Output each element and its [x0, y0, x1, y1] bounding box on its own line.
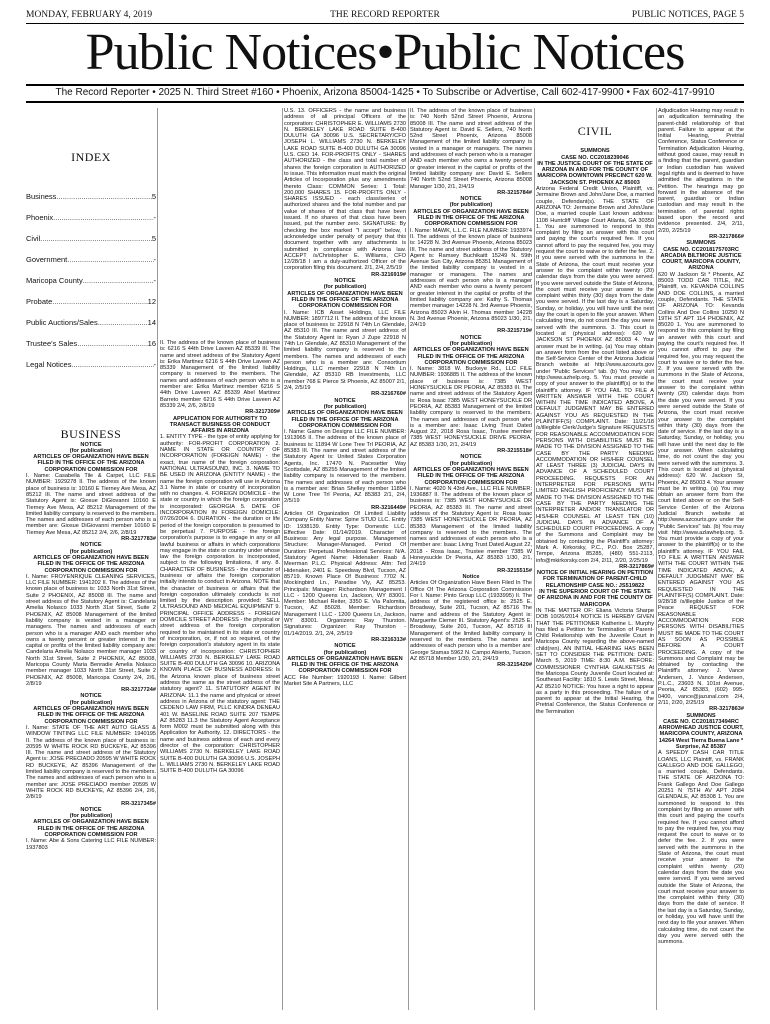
paper-name: THE RECORD REPORTER: [330, 10, 440, 20]
notice-reference: RR-3215784#: [497, 189, 532, 196]
notice-body: II. The address of the known place of business is: 740 North 52nd Street Phoenix, Arizona 85008 III. The name and street address of the Statutory Agent is: David E. Sellers, 740 North 52nd Street Phoenix, Arizona 85008 Management of the limited liability company is vested in a manager or managers. The names and addresses of each person who is a manager AND each member who owns a twenty percent or greater interest in the capital or profits of the limited liability company are: David E. Sellers 740 North 52nd Street Phoenix, Arizona 85008 Manager 1/30, 2/1, 2/4/19: [410, 108, 532, 190]
notice-heading: ARTICLES OF ORGANIZATION HAVE BEEN FILED IN THE OFFICE OF THE ARIZONA CORPORATION COMMISSION FOR: [287, 655, 403, 675]
notice-body: I. Name: ICB Asset Holdings, LLC FILE NUMBER: 1897712 II. The address of the known place of business is: 22918 N 74th Ln Glendale, AZ 85310 III. The name and street address of the Statutory Agent is: Ryan J Zupe 22918 N 74th Ln Glendale, AZ 85310 Management of the limited liability company is reserved to the members. The names and addresses of each person who is a member are: Consortium Holdings, LLC member 22918 N 74th Ln Glendale, AZ 85310 RB Investments, LLC member 768 E Pierce St Phoenix, AZ 85007 2/1, 2/4, 2/5/19: [284, 309, 406, 392]
index-item-name: Business: [26, 192, 57, 202]
index-leader-dots: [83, 270, 154, 291]
column-3: [284, 108, 406, 1010]
index-item-page: -: [153, 213, 156, 223]
notices-column-4: [410, 108, 532, 668]
notice-body: I. Name: 4020 N 43rd Ave., LLC FILE NUMBER: 1936887 II. The address of the known place of business is: 7385 WEST HONEYSUCKLE DR PEORIA, AZ 85383 III. The name and street address of the Statutory Agent is: Rosa Isaac 7385 WEST HONEYSUCKLE DR PEORIA, AZ 85383 Management of the limited liability company is reserved to the members. The names and addresses of each person who is a member are: Isaac Living Trust Dated August 22, 2018 - Rosa Isaac, Trustee member 7385 W Honeysuckle Dr Peoria, AZ 85383 1/30, 2/1, 2/4/19: [410, 485, 532, 568]
index-item-page: -: [153, 276, 156, 286]
index-item-page: 5: [151, 234, 156, 244]
notice-heading: (for publication): [449, 460, 493, 467]
notice-heading: IN THE SUPERIOR COURT OF THE STATE OF ARIZONA IN AND FOR THE COUNTY OF MARICOPA: [537, 589, 653, 608]
notice-heading: NOTICE: [334, 643, 356, 650]
column-divider: [157, 108, 158, 1010]
notice-reference: RR-3215420#: [497, 662, 532, 669]
index-item-page: 16: [147, 339, 156, 349]
index-box: [26, 150, 156, 375]
notice-reference: RR-3216919#: [371, 271, 406, 278]
index-item: [26, 249, 156, 270]
notice-body: Arizona Federal Credit Union, Plaintiff, vs. Jermaine Brown and John/Jane Doe, a married couple, Defendant(s). THE STATE OF ARIZONA TO: Jermaine Brown and John/Jane Doe, a married couple Last known address: 1108 Huntcliff Village Court Atlanta, GA 30350 1. You are summoned to respond to this complaint by filing an answer with this court and paying the court's required fee. If you cannot afford to pay the required fee, you may request the court to waive or to defer the fee. 2. If you were served with the summons in the State of Arizona, the court must receive your answer to the complaint within twenty (20) calendar days from the date you were served. If you were served outside the State of Arizona, the court must receive your answer to the complaint within thirty (30) days from the date you were served. If the last day is a Saturday, Sunday, or holiday, you will have until the next day the court is open to file your answer. When calculating time, do not count the day you were served with the summons. 3. This court is located at (physical address): 620 W JACKSON ST PHOENIX AZ 85003 4. Your answer must be in writing. (a) You may obtain an answer form from the court listed above or the Self-Service Center of the Arizona Judicial Branch website at http://www.azcourts.gov under "Public Services" tab. (b) You may visit http://www.azhelp.org. 5. You must provide a copy of your answer to the plaintiff(s) or to the plaintiff's attorney. IF YOU FAIL TO FILE A WRITTEN ANSWER WITH THE COURT WITHIN THE TIME INDICATED ABOVE, A DEFAULT JUDGMENT MAY BE ENTERED AGAINST YOU AS REQUESTED IN THE PLAINTIFF(S) COMPLAINT. Date: 11/21/18 /s/illegible Clerk/Judge's Signature REQUESTS FOR REASONABLE ACCOMMODATION FOR PERSONS WITH DISABILITIES MUST BE MADE TO THE DIVISION ASSIGNED TO THE CASE BY THE PARTY NEEDING ACCOMMODATION OR HIS/HER COUNSEL AT LEAST THREE (3) JUDICIAL DAYS IN ADVANCE OF A SCHEDULED COURT PROCEEDING. REQUESTS FOR AN INTERPRETER FOR PERSONS WITH LIMITED ENGLISH PROFICIENCY MUST BE MADE TO THE DIVISION ASSIGNED TO THE CASE BY THE PARTY NEEDING THE INTERPRETER AND/OR TRANSLATOR OR HIS/HER COUNSEL AT LEAST TEN (10) JUDICIAL DAYS IN ADVANCE OF A SCHEDULED COURT PROCEEDING. A copy of the Summons and Complaint may be obtained by contacting the Plaintiff's attorney: Mark A. Kirkorsky, P.C., P.O. Box 25287, Tempe, Arizona 85285, (480) 551-2113, info@mkirkorsky.com 2/4, 2/11, 2/20, 2/25/19: [536, 186, 654, 564]
index-item-name: Maricopa County: [26, 276, 83, 286]
notice-body: I. Name: Game on Designs LLC FILE NUMBER: 1913965 II. The address of the known place of business is: 11894 W Lone Tree Trl PEORIA, AZ 85383 III. The name and street address of the Statutory Agent is: United States Corporation Agents, Inc. 17470 N. Pacesetter Way Scottsdale, AZ 85255 Management of the limited liability company is reserved to the members. The names and addresses of each person who is a member are: Brian Shelley member 11894 W Lone Tree Trl Peoria, AZ 85383 2/1, 2/4, 2/5/19: [284, 429, 406, 505]
index-leader-dots: [98, 312, 148, 333]
index-item-name: Civil: [26, 234, 41, 244]
column-1: [26, 108, 156, 1010]
notice-reference: RR-3217309#: [245, 409, 280, 416]
index-list: [26, 186, 156, 375]
index-item-name: Phoenix: [26, 213, 54, 223]
notice-body: II. The address of the known place of business is: 6216 S 44th Drive Laveen AZ 85339 III. The name and street address of the Statutory Agent is: Erika Martinez 6216 S 44th Drive Laveen AZ 85339 Management of the limited liability company is reserved to the members. The names and addresses of each person who is a member are: Erika Martinez member 6216 S 44th Drive Laveen AZ 85339 Abel Martinez Barreto member 6216 S 44th Drive Laveen AZ 85339 2/4, 2/6, 2/8/19: [160, 340, 280, 409]
index-leader-dots: [53, 207, 153, 228]
notice-heading: ARTICLES OF ORGANIZATION HAVE BEEN FILED IN THE OFFICE OF THE ARIZONA CORPORATION COMMISSION FOR: [287, 290, 403, 310]
index-leader-dots: [77, 333, 147, 354]
index-item: [26, 186, 156, 207]
notice-reference: RR-3215515#: [497, 567, 532, 574]
index-item: [26, 312, 156, 333]
index-item: [26, 354, 156, 375]
index-leader-dots: [52, 291, 147, 312]
notice-body: Articles Of Organization Of Limited Liability Company Entity Name: Spine STUD LLC. Entity ID: 1938139. Entity Type: Domestic LLC. Effective Date: 01/14/2019. Character of Business: Any legal purpose. Management Structure: Manager-Managed. Period Of Duration: Perpetual. Professional Services: N/A. Statutory Agent Name: Hidenaker Raab & Meerman P.L.C. Physical Address: Attn: Ted Hidenaker, 2401 E. Speedway Blvd, Tucson, AZ 85719. Known Place Of Business: 7702 N. Mockingbird Ln., Paradise Vly, AZ 85253. Principals: Manager: Richardson Management I LLC - 1200 Queens Ln, Jackson, WY 83001. Member: Michael Reiter, 3350 E. Via Palomita, Tucson, AZ 85028. Member: Richardson Management I LLC - 1200 Queens Ln, Jackson, WY 83001. Organizers: Ray Thurston. Signatures: Organizer: Ray Thurston - 01/14/2019. 2/1, 2/4, 2/5/19: [284, 511, 406, 637]
column-6: [658, 108, 744, 1010]
notice-heading: (for publication): [323, 403, 367, 410]
notice-heading: CASE NO. CC2018175703RC: [663, 246, 739, 253]
index-item: [26, 333, 156, 354]
notices-column-6: [658, 108, 744, 945]
notice-reference: RR-3217869#: [619, 563, 654, 570]
notice-heading: NOTICE: [460, 196, 482, 203]
index-heading: INDEX: [71, 150, 111, 164]
notice-heading: (for publication): [323, 649, 367, 656]
column-2: [160, 108, 280, 1010]
notice-heading: ARTICLES OF ORGANIZATION HAVE BEEN FILED IN THE OFFICE OF THE ARIZONA CORPORATION COMMISSION FOR: [33, 554, 149, 574]
notice-body: IN THE MATTER OF: Eliana Victoria Sharpe DOB 10/26/2014 NOTICE IS HEREBY GIVEN THAT THE PETITIONER Katherine L. Murphy has filed a Petition for Termination of Parent-Child Relationship with the Juvenile Court in Maricopa County regarding the above-named child(ren). AN INITIAL HEARING HAS BEEN SET TO CONSIDER THE PETITION: DATE: March 5, 2019 TIME: 8:30 A.M. BEFORE: COMMISSIONER CYNTHIA GIALKETSIS At the Maricopa County Juvenile Court located at: Southeast Facility: 1810 S. Lewis Street, Mesa, AZ 85210 NOTICE: You have a right to appear as a party in this proceeding. The failure of a parent to appear at the Initial Hearing, the Pretrial Conference, the Status Conference or the Termination: [536, 607, 654, 715]
notice-reference: RR-3215518#: [497, 448, 532, 455]
notice-reference: RR-3216449#: [371, 504, 406, 511]
column-5: [536, 108, 654, 1010]
notice-body: Adjudication Hearing may result in an adjudication terminating the parent-child relationship of that parent. Failure to appear at the Initial Hearing, Pretrial Conference, Status Conference or Termination Adjudication Hearing, without good cause, may result in a finding that the parent, guardian or Indian custodian has waived legal rights and is deemed to have admitted the allegations in the Petition. The hearings may go forward in the absence of the parent, guardian or Indian custodian and may result in the termination of parental rights based upon the record and evidence presented. 2/4, 2/11, 2/20, 2/25/19: [658, 108, 744, 234]
column-4: [410, 108, 532, 1010]
masthead-subtitle: The Record Reporter • 2025 N. Third Street #160 • Phoenix, Arizona 85004-1425 • To Subscribe or Advertise, Call 602-417-9900 • Fax 602-417-9910: [55, 87, 715, 98]
index-item-page: -: [153, 255, 156, 265]
index-item-page: 12: [147, 297, 156, 307]
notice-body: U.S. 13. OFFICERS - the name and business address of all principal Officers of the corporation: CHRISTOPHER E. WILLIAMS 2730 N. BERKELEY LAKE ROAD SUITE B-400 DULUTH GA 30096 U.S. SECRETARY/CFO JOSEPH L. WILLIAMS 2730 N. BERKELEY LAKE ROAD SUITE B-400 DULUTH GA 30096 U.S. CEO 14. FOR-PROFITS ONLY - SHARES AUTHORIZED - the class and total number of shares the foreign corporation is AUTHORIZED to issue. This information must match the original Articles of Incorporation plus any amendments thereto Class: COMMON Series: 1 Total: 200,000 SHARES 15. FOR-PROFITS ONLY - SHARES ISSUED - each class/series of authorized shares and the total number and par value of shares of that class that have been issued. If no shares of that class have been issued, put the number zero. SIGNATURE: By checking the box marked "I accept" below, I acknowledge under penalty of perjury that this document together with any attachments is submitted in compliance with Arizona law. ACCEPT /s/Christopher E. Williams, CFO 12/28/18 I am a duly-authorized Officer of the corporation filing this document. 2/1, 2/4, 2/5/19: [284, 108, 406, 272]
notice-heading: SUMMONS: [686, 240, 716, 247]
notices-column-3: [284, 108, 406, 687]
masthead-rule-bottom: [26, 101, 744, 103]
notice-body: Articles Of Organization Have Been Filed In The Office Of The Arizona Corporation Commission For I. Name: Pinto Group LLC (1933995) II. The address of the registered office is: 2525 E. Broadway, Suite 201, Tucson, AZ 85716 The name and address of the Statutory Agent is: Marguerite Ciemer III. Statutory Agent's: 2525 E. Broadway, Suite 201, Tucson, AZ 85716 III Management of the limited liability company is reserved to the members. The names and addresses of each person who is a member are: George Stamas 5962 N. Campo Abierto, Tucson, AZ 85718 Member 1/30, 2/1, 2/4/19: [410, 580, 532, 662]
index-leader-dots: [40, 228, 152, 249]
index-item-page: -: [153, 360, 156, 370]
notice-body: I. Name: STATE OF THE ART AUTO GLASS & WINDOW TINTING LLC FILE NUMBER: 1940195 II. The address of the known place of business is: 20595 W WHITE ROCK RD BUCKEYE, AZ 85396 III. The name and street address of the Statutory Agent is: JOSE PRECIADO 20595 W WHITE ROCK RD BUCKEYE, AZ 85396 Management of the limited liability company is reserved to the members. The names and addresses of each person who is a member are: JOSE PRECIADO member 20595 W WHITE ROCK RD BUCKEYE, AZ 85396 2/4, 2/6, 2/8/19: [26, 724, 156, 801]
notice-heading: Notice: [462, 573, 480, 580]
index-leader-dots: [71, 354, 153, 375]
column-divider: [534, 108, 535, 1010]
notice-heading: (for publication): [69, 813, 113, 820]
notice-heading: (for publication): [323, 284, 367, 291]
index-leader-dots: [67, 249, 153, 270]
notice-heading: NOTICE: [80, 693, 102, 700]
index-item-name: Trustee's Sales: [26, 339, 78, 349]
notice-heading: SUMMONS: [686, 712, 716, 719]
notice-heading: SUMMONS: [580, 148, 610, 155]
notice-heading: NOTICE: [80, 441, 102, 448]
index-item-name: Probate: [26, 297, 53, 307]
index-item: [26, 291, 156, 312]
index-leader-dots: [56, 186, 151, 207]
index-item-name: Government: [26, 255, 68, 265]
notice-reference: RR-3217345#: [121, 800, 156, 807]
notice-heading: (for publication): [449, 340, 493, 347]
notice-body: I. Name: 3818 W. Buckeye Rd., LLC FILE NUMBER: 1936885 II. The address of the known place of business is: 7385 WEST HONEYSUCKLE DR PEORIA, AZ 85383 III. The name and street address of the Statutory Agent is: Rosa Isaac 7385 WEST HONEYSUCKLE DR PEORIA, AZ 85383 Management of the limited liability company is reserved to the members. The names and addresses of each person who is a member are: Isaac Living Trust Dated August 22, 2018 Rosa Isaac, Trustee member 7385 WEST HONEYSUCKLE DRIVE PEORIA, AZ 85383 1/30, 2/1, 2/4/19: [410, 366, 532, 448]
column-divider: [408, 108, 409, 1010]
index-item: [26, 228, 156, 249]
section-heading-civil: CIVIL: [577, 124, 613, 138]
notice-reference: RR-3217783#: [121, 536, 156, 543]
notices-column-2: [160, 340, 280, 774]
notice-heading: NOTICE OF INITIAL HEARING ON PETITION FOR TERMINATION OF PARENT-CHILD RELATIONSHIP CASE NO.: JS519822: [536, 570, 654, 589]
issue-date: MONDAY, FEBRUARY 4, 2019: [26, 10, 153, 20]
notice-heading: NOTICE: [460, 454, 482, 461]
index-item-name: Legal Notices: [26, 360, 72, 370]
notice-heading: CASE NO. CC2018239046: [561, 154, 629, 161]
notice-heading: (for publication): [69, 548, 113, 555]
notice-heading: ARTICLES OF ORGANIZATION HAVE BEEN FILED IN THE OFFICE OF THE ARIZONA CORPORATION COMMISSION FOR: [33, 706, 149, 725]
notice-body: 1. ENTITY TYPE - the type of entity applying for authority: FOR-PROFIT CORPORATION 2. NAME IN STATE OR COUNTRY OF INCORPORATION (FOREIGN NAME) - the exact, true name of the foreign corporation: NATIONAL ULTRASOUND, INC. 3. NAME TO BE USED IN ARIZONA (ENTITY NAME) - the name the foreign corporation will use in Arizona 3.1 Name in state or country of incorporation with no changes. 4. FOREIGN DOMICILE - the state or country in which the foreign corporation is incorporated: GEORGIA 5. DATE OF INCORPORATION IN FOREIGN DOMICILE: 07/26/2004 6. DURATION - the duration or life period of the foreign corporation is presumed to be perpetual 7. PURPOSE - the foreign corporation's purpose is to engage in any or all lawful business or affairs in which corporations may engage in the state or country under whose law the foreign corporation is incorporated, subject to the following limitations, if any. 8. CHARACTER OF BUSINESS - the character of business or affairs the foreign corporation initially intends to conduct in Arizona. NOTE that the character of business or affairs that the foreign corporation ultimately conducts is not limited by the description provided: SELL ULTRASOUND AND MEDICAL EQUIPMENT 9. PRINCIPAL OFFICE ADDRESS - FOREIGN DOMICILE STREET ADDRESS - the physical or street address of the foreign corporation required to be maintained in its state or country of incorporation, or, if not so required, of the foreign corporation's statutory agent in its state or country of incorporation: CHRISTOPHER WILLIAMS 2730 N. BERKELEY LAKE ROAD SUITE B-400 DULUTH GA 30096 10. ARIZONA KNOWN PLACE OF BUSINESS ADDRESS: Is the Arizona known place of business street address the same as the street address of the statutory agent? 11. STATUTORY AGENT IN ARIZONA: 11.1 the name and physical or street address in Arizona of the statutory agent: THE CEDENO LAW FIRM, PLLC KINDRA DENEAU 401 W. BASELINE ROAD SUITE 207 TEMPE AZ 85283 11.3 the Statutory Agent Acceptance form M002 must be submitted along with this Application for Authority. 12. DIRECTORS - the name and business address of each and every director of the corporation: CHRISTOPHER WILLIAMS 2730 N. BERKELEY LAKE ROAD SUITE B-400 DULUTH GA 30096 U.S. JOSEPH L. WILLIAMS 2730 N. BERKELEY LAKE ROAD SUITE B-400 DULUTH GA 30096: [160, 434, 280, 775]
column-divider: [282, 108, 283, 1010]
notice-heading: ARTICLES OF ORGANIZATION HAVE BEEN FILED IN THE OFFICE OF THE ARIZONA CORPORATION COMMISSION FOR: [287, 410, 403, 429]
column-divider: [656, 108, 657, 1010]
index-item-name: Public Auctions/Sales: [26, 318, 98, 328]
notices-column-1: [26, 442, 156, 851]
notice-heading: ARCADIA BILTMORE JUSTICE COURT, MARICOPA COUNTY, ARIZONA: [660, 252, 742, 272]
notices-column-5: [536, 148, 654, 715]
notice-heading: IN THE JUSTICE COURT OF THE STATE OF ARIZONA IN AND FOR THE COUNTY OF MARICOPA DOWNTOWN PRECINCT 620 W. JACKSON ST. PHOENIX AZ 85003: [537, 160, 653, 186]
notice-body: ACC File Number: 1920193 I. Name: Gilbert Market Site A Partners, LLC: [284, 674, 406, 688]
running-header: [26, 10, 744, 24]
notice-reference: RR-3217866#: [709, 233, 744, 240]
index-item-page: 5: [151, 192, 156, 202]
notice-heading: ARTICLES OF ORGANIZATION HAVE BEEN FILED IN THE OFFICE OF THE ARIZONA CORPORATION COMMISSION FOR: [33, 819, 149, 838]
notice-reference: RR-3217863#: [709, 706, 744, 713]
notice-heading: NOTICE: [334, 397, 356, 404]
notice-body: I. Name: Abe & Sons Catering LLC FILE NUMBER: 1937803: [26, 838, 156, 851]
column-2-gap: [160, 108, 280, 340]
notice-heading: NOTICE: [80, 806, 102, 813]
notice-heading: ARTICLES OF ORGANIZATION HAVE BEEN FILED IN THE OFFICE OF THE ARIZONA CORPORATION COMMISSION FOR: [413, 208, 529, 228]
notice-body: I. Name: Casabella Tile & Carpet, LLC FILE NUMBER: 1929278 II. The address of the known place of business is: 10160 E Tierney Ave Mesa, AZ 85212 III. The name and street address of the Statutory Agent is: Giosue DiGiovanni 10160 E Tierney Ave Mesa, AZ 85212 Management of the limited liability company is reserved to the members. The names and addresses of each person who is a member are: Giosue DiGiovanni member 10160 E Tierney Ave Mesa, AZ 85212 2/4, 2/6, 2/8/19: [26, 473, 156, 536]
notice-reference: RR-3217724#: [121, 687, 156, 694]
notice-heading: ARTICLES OF ORGANIZATION HAVE BEEN FILED IN THE OFFICE OF THE ARIZONA CORPORATION COMMISSION FOR: [413, 466, 529, 486]
notice-reference: RR-3215719#: [497, 328, 532, 335]
index-item: [26, 207, 156, 228]
notice-heading: APPLICATION FOR AUTHORITY TO TRANSACT BUSINESS OR CONDUCT AFFAIRS IN ARIZONA: [169, 415, 271, 435]
notice-heading: ARTICLES OF ORGANIZATION HAVE BEEN FILED IN THE OFFICE OF THE ARIZONA CORPORATION COMMISSION FOR: [413, 347, 529, 366]
notice-body: 620 W Jackson St * Phoenix, AZ 85003 TODD CAR TITLE, INC Plaintiff, vs. KEVANDA COLLINS AND DOE COLLINS, a married couple, Defendants. THE STATE OF ARIZONA TO: Kevanda Collins And Doe Collins 10250 N 19TH ST APT 114 PHOENIX, AZ 85020 1. You are summoned to respond to this complaint by filing an answer with this court and paying the court's required fee. If you cannot afford to pay the required fee, you may request the court to waive or to defer the fee. 2. If you were served with the summons in the State of Arizona, the court must receive your answer to the complaint within twenty (20) calendar days from the date you were served. If you were served outside the State of Arizona, the court must receive your answer to the complaint within thirty (30) days from the date of service. If the last day is a Saturday, Sunday, or holiday, you will have until the next day to file your answer. When calculating time, do not count the day you were served with the summons. 3. This court is located at (physical address): 620 W. Jackson St, Phoenix, AZ 85003 4. Your answer must be in writing. (a) You may obtain an answer form from the court listed above or on the Self-Service Center of the Arizona Judicial Branch website at http://www.azcourts.gov under the "Public Services" tab. (b) You may visit http://www.azlawhelp.org. 5. You must provide a copy of your answer to the plaintiff(s) or to the plaintiff's attorney. IF YOU FAIL TO FILE A WRITTEN ANSWER WITH THE COURT WITHIN THE TIME INDICATED ABOVE, A DEFAULT JUDGMENT MAY BE ENTERED AGAINST YOU AS REQUESTED IN THE PLAINTIFF(S) COMPLAINT. Date: 9/28/18 /s/illegible Justice of the Peace REQUEST FOR REASONABLE ACCOMMODATION FOR PERSONS WITH DISABILITIES MUST BE MADE TO THE COURT AS SOON AS POSSIBLE BEFORE A COURT PROCEEDING. A copy of the Summons and Complaint may be obtained by contacting the Plaintiff's attorney: J. Vance Andersen, J. Vance Andersen, P.L.C., 23603 N. 101st Avenue, Peoria, AZ 85383, (602) 995-0400, vance@jazunal.com 2/4, 2/11, 2/20, 2/25/19: [658, 271, 744, 706]
notice-body: I. Name: MAWK, L.L.C. FILE NUMBER: 1933974 II. The address of the known place of business is: 14228 N. 3rd Avenue Phoenix, Arizona 85023 III. The name and street address of the Statutory Agent is: Ramsey Buchikaitt 15249 N. 59th Avenue Sun City, Arizona 85351 Management of the limited liability company is vested in a manager or managers. The names and addresses of each person who is a manager AND each member who owns a twenty percent or greater interest in the capital or profits of the limited liability company are: Kathy S. Thomas member manager 14228 N. 3rd Avenue Phoenix, Arizona 85023 Alvin H. Thomas member 14228 N. 3rd Avenue Phoenix, Arizona 85023 1/30, 2/1, 2/4/19: [410, 227, 532, 329]
notice-body: A SPEEDY CASH CAR TITLE LOANS, LLC Plaintiff, vs. FRANK GALLEGO AND DOE GALLEGO, a married couple, Defendants. THE STATE OF ARIZONA TO: Frank Gallego And Doe Gallego 20251 N 75TH AV APT 2084 GLENDALE, AZ 85308 1. You are summoned to respond to this complaint by filing an answer with this court and paying the court's required fee. If you cannot afford to pay the required fee, you may request the court to waive or to defer the fee. 2. If you were served with the summons in the State of Arizona, the court must receive your answer to the complaint within twenty (20) calendar days from the date you were served. If you were served outside the State of Arizona, the court must receive your answer to the complaint within thirty (30) days from the date of service. If the last day is a Saturday, Sunday, or holiday, you will have until the next day to file your answer. When calculating time, do not count the day you were served with the summons.: [658, 750, 744, 946]
notice-reference: RR-3216313#: [371, 636, 406, 643]
index-item: [26, 270, 156, 291]
masthead-title: Public Notices•Public Notices: [85, 24, 685, 81]
index-item-page: 14: [147, 318, 156, 328]
notice-heading: (for publication): [449, 202, 493, 209]
section-heading-business: BUSINESS: [60, 427, 122, 442]
notice-reference: RR-3216760#: [371, 391, 406, 398]
page-label: PUBLIC NOTICES, PAGE 5: [631, 10, 744, 20]
notice-heading: NOTICE: [80, 542, 102, 549]
notice-heading: (for publication): [69, 447, 113, 454]
notice-heading: CASE NO. CC2018173494RC: [663, 718, 739, 725]
notice-heading: ARROWHEAD JUSTICE COURT, MARICOPA COUNTY, ARIZONA 14264 West Tierra Buena Lane * Surprise, AZ 85387: [658, 725, 744, 750]
notice-heading: NOTICE: [334, 278, 356, 285]
notice-heading: NOTICE: [460, 334, 482, 341]
notice-body: I. Name: FROYENRIQUE CLEANING SERVICES, LLC FILE NUMBER: 1941202 II. The address of the known place of business is: 1033 North 31st Street, Suite 2 PHOENIX, AZ 85008 III. The name and street address of the Statutory Agent is: Candelaria Amelia Nolasco 1033 North 31st Street, Suite 2 PHOENIX, AZ 85008 Management of the limited liability company is vested in a manager or managers. The names and addresses of each person who is a manager AND each member who owns a twenty percent or greater interest in the capital or profits of the limited liability company are: Candelaria Amelia Nolasco member manager 1033 North 31st Street, Suite 2 PHOENIX, AZ 85008, Maricopa County Maria Benradie Amelia Nolasco member manager 1033 North 31st Street, Suite 2 PHOENIX, AZ 85008, Maricopa County 2/4, 2/6, 2/8/19: [26, 573, 156, 687]
notice-heading: ARTICLES OF ORGANIZATION HAVE BEEN FILED IN THE OFFICE OF THE ARIZONA CORPORATION COMMISSION FOR: [33, 454, 149, 473]
notice-heading: (for publication): [69, 699, 113, 706]
